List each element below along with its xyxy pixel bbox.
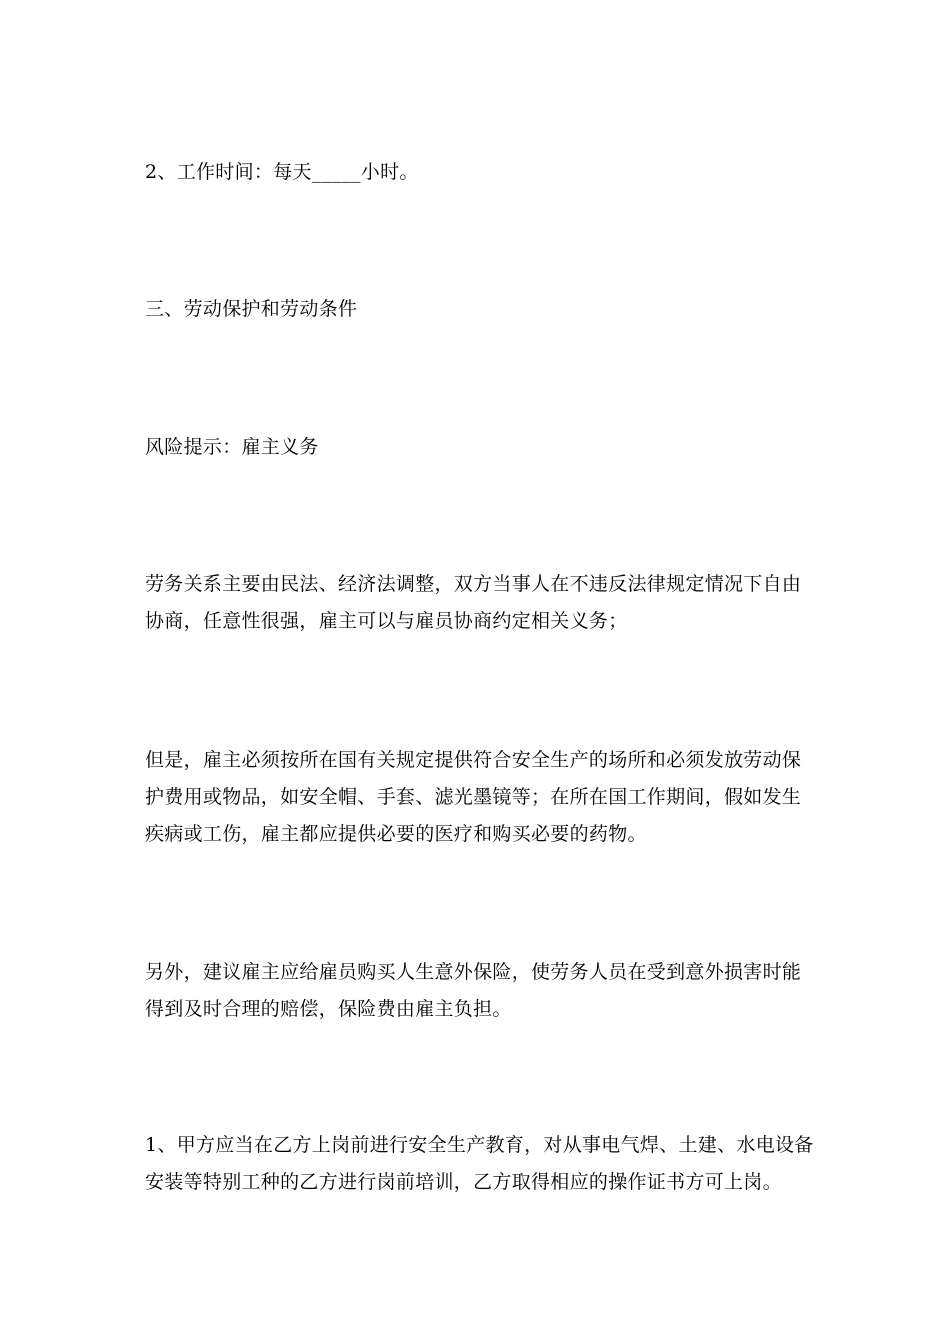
text-line: 安装等特别工种的乙方进行岗前培训，乙方取得相应的操作证书方可上岗。 [145, 1171, 782, 1193]
risk-tip-heading [145, 429, 810, 466]
text-line: 另外，建议雇主应给雇员购买人生意外保险，使劳务人员在受到意外损害时能 [145, 961, 802, 983]
text-line: 得到及时合理的赔偿，保险费由雇主负担。 [145, 998, 512, 1020]
text-line: 协商，任意性很强，雇主可以与雇员协商约定相关义务； [145, 610, 628, 632]
employer-obligation-paragraph [145, 742, 810, 853]
work-hours-clause [145, 154, 810, 191]
section-heading-labor-protection [145, 291, 810, 328]
text-line: 但是，雇主必须按所在国有关规定提供符合安全生产的场所和必须发放劳动保 [145, 749, 802, 771]
text-line: 1、甲方应当在乙方上岗前进行安全生产教育，对从事电气焊、土建、水电设备 [145, 1134, 814, 1156]
insurance-paragraph [145, 954, 810, 1028]
text-line: 护费用或物品，如安全帽、手套、滤光墨镜等；在所在国工作期间，假如发生 [145, 786, 802, 808]
labor-relation-paragraph [145, 566, 810, 640]
safety-education-clause [145, 1127, 814, 1201]
text-line: 2、工作时间：每天_____小时。 [145, 161, 419, 183]
text-line: 疾病或工伤，雇主都应提供必要的医疗和购买必要的药物。 [145, 823, 647, 845]
text-line: 风险提示：雇主义务 [145, 436, 319, 458]
text-line: 三、劳动保护和劳动条件 [145, 298, 358, 320]
text-line: 劳务关系主要由民法、经济法调整，双方当事人在不违反法律规定情况下自由 [145, 573, 802, 595]
